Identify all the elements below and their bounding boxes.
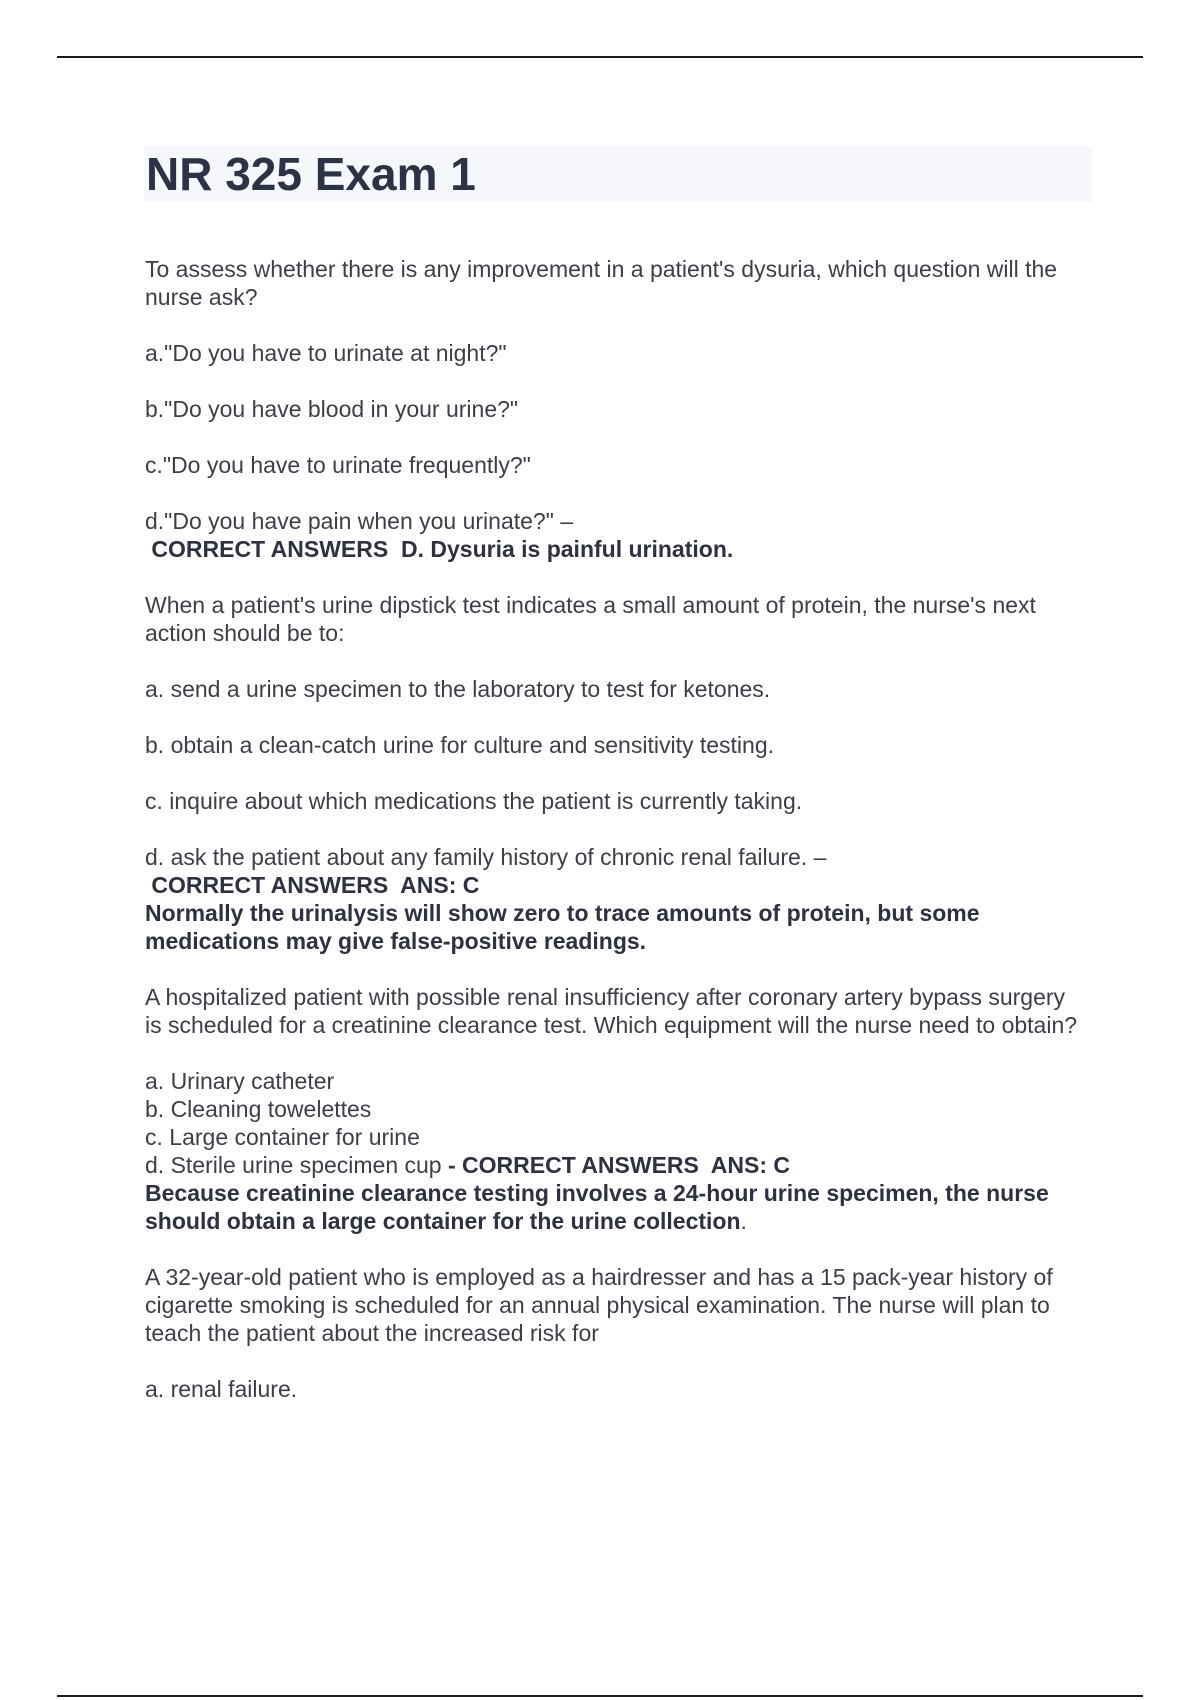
option-c: c. inquire about which medications the patient is currently taking. <box>145 788 803 814</box>
answer-rationale: Normally the urinalysis will show zero to trace amounts of protein, but some medications may give false-positive readings. <box>145 900 980 954</box>
question-stem: To assess whether there is any improvement in a patient's dysuria, which question will the nurse ask? <box>145 256 1058 310</box>
option-d: d. ask the patient about any family history of chronic renal failure. – <box>145 844 827 870</box>
option-a: a. send a urine specimen to the laboratory to test for ketones. <box>145 676 771 702</box>
option-d-line <box>145 1151 1085 1179</box>
rationale-period: . <box>740 1208 747 1234</box>
option-c: c. Large container for urine <box>145 1124 420 1150</box>
document-body <box>145 255 1085 1431</box>
question-3 <box>145 983 1085 1235</box>
question-1 <box>145 255 1085 563</box>
question-2 <box>145 591 1085 955</box>
option-d: d. Sterile urine specimen cup <box>145 1152 442 1178</box>
option-b: b. obtain a clean-catch urine for culture and sensitivity testing. <box>145 732 775 758</box>
answer-rationale-line <box>145 1179 1085 1235</box>
correct-answer: CORRECT ANSWERS ANS: C <box>145 872 480 898</box>
option-d: d."Do you have pain when you urinate?" – <box>145 508 574 534</box>
question-stem: When a patient's urine dipstick test indicates a small amount of protein, the nurse's next action should be to: <box>145 592 1036 646</box>
correct-answer: - CORRECT ANSWERS ANS: C <box>441 1152 791 1178</box>
bottom-rule <box>57 1695 1143 1697</box>
option-c: c."Do you have to urinate frequently?" <box>145 452 531 478</box>
page-title: NR 325 Exam 1 <box>146 148 476 200</box>
question-stem: A 32-year-old patient who is employed as a hairdresser and has a 15 pack-year history of cigarette smoking is scheduled for an annual physical examination. The nurse will plan to teach the patient about the increased risk for <box>145 1264 1053 1346</box>
option-a: a. Urinary catheter <box>145 1068 335 1094</box>
option-a: a."Do you have to urinate at night?" <box>145 340 507 366</box>
question-stem: A hospitalized patient with possible renal insufficiency after coronary artery bypass surgery is scheduled for a creatinine clearance test. Which equipment will the nurse need to obtain? <box>145 984 1078 1038</box>
option-a: a. renal failure. <box>145 1376 298 1402</box>
answer-rationale: Because creatinine clearance testing involves a 24-hour urine specimen, the nurse should obtain a large container for the urine collection <box>145 1180 1049 1234</box>
option-b: b. Cleaning towelettes <box>145 1096 372 1122</box>
question-4 <box>145 1263 1085 1403</box>
correct-answer: CORRECT ANSWERS D. Dysuria is painful urination. <box>145 536 734 562</box>
option-b: b."Do you have blood in your urine?" <box>145 396 519 422</box>
top-rule <box>57 56 1143 58</box>
